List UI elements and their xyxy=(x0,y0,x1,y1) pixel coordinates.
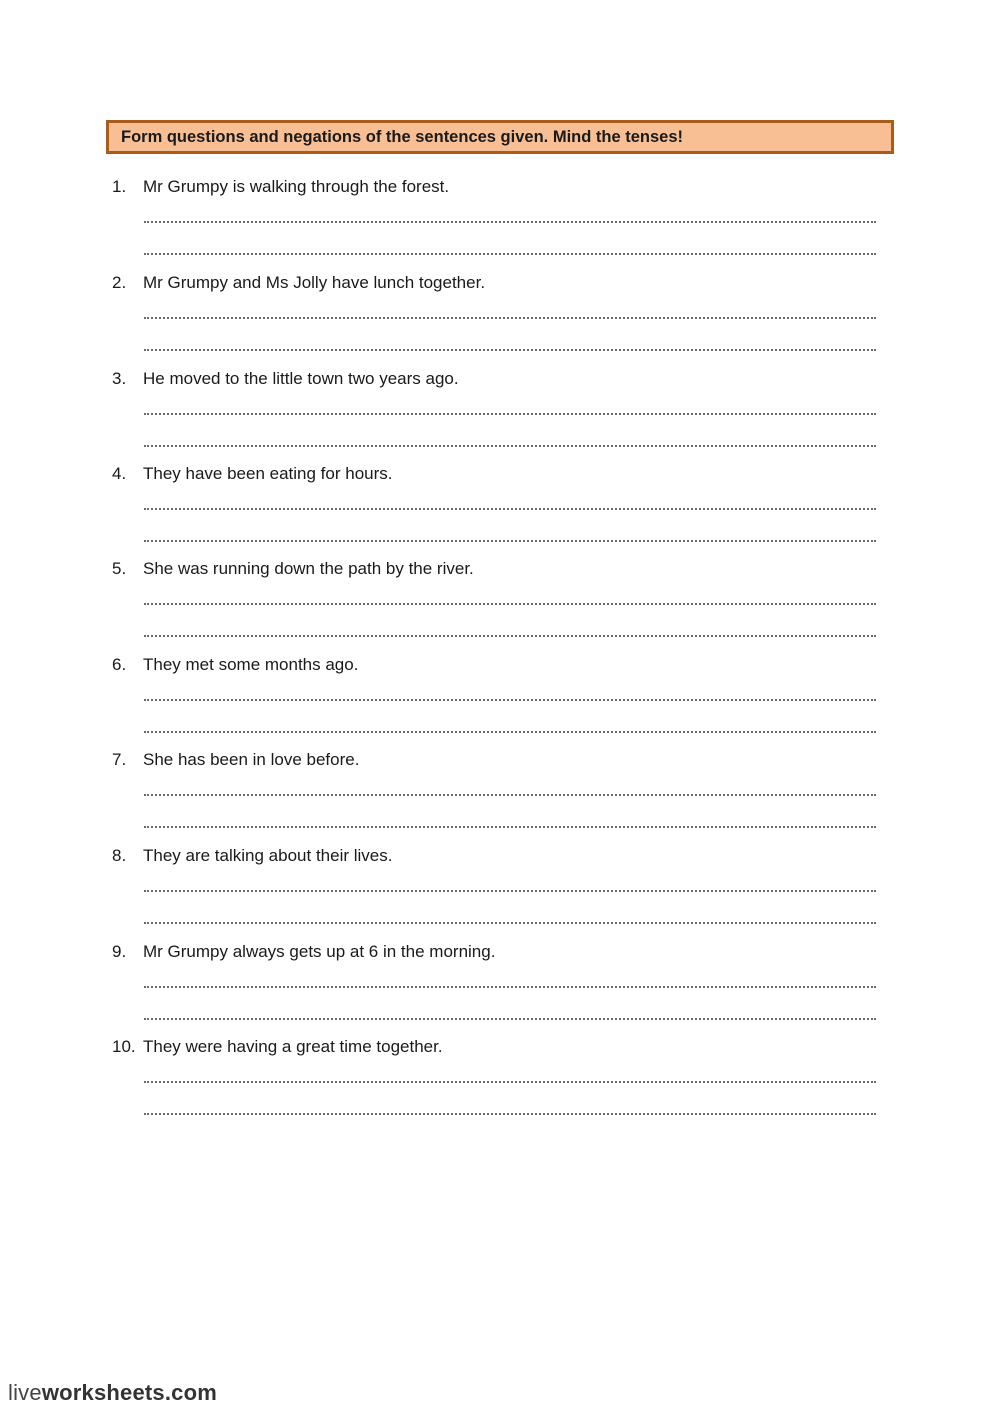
liveworksheets-logo[interactable] xyxy=(8,1380,217,1406)
item-sentence: Mr Grumpy is walking through the forest. xyxy=(143,177,450,196)
negation-answer-line[interactable] xyxy=(144,349,876,351)
item-sentence: Mr Grumpy and Ms Jolly have lunch together. xyxy=(143,273,486,292)
negation-answer-line[interactable] xyxy=(144,540,876,542)
item-sentence: She was running down the path by the river. xyxy=(143,559,474,578)
negation-answer-line[interactable] xyxy=(144,635,876,637)
item-sentence: They are talking about their lives. xyxy=(143,846,393,865)
exercise-item-1 xyxy=(112,177,878,267)
item-number: 1. xyxy=(112,177,127,196)
negation-answer-line[interactable] xyxy=(144,1113,876,1115)
item-number: 8. xyxy=(112,846,127,865)
item-number: 4. xyxy=(112,464,127,483)
question-answer-line[interactable] xyxy=(144,794,876,796)
item-number: 7. xyxy=(112,750,127,769)
question-answer-line[interactable] xyxy=(144,603,876,605)
item-sentence: They met some months ago. xyxy=(143,655,359,674)
exercise-item-5 xyxy=(112,559,878,649)
item-sentence: He moved to the little town two years ago. xyxy=(143,369,459,388)
logo-light-part: live xyxy=(8,1380,42,1405)
item-sentence: They have been eating for hours. xyxy=(143,464,393,483)
item-sentence: She has been in love before. xyxy=(143,750,360,769)
exercise-item-7 xyxy=(112,750,878,840)
question-answer-line[interactable] xyxy=(144,413,876,415)
negation-answer-line[interactable] xyxy=(144,922,876,924)
instruction-text: Form questions and negations of the sentences given. Mind the tenses! xyxy=(121,127,683,146)
negation-answer-line[interactable] xyxy=(144,1018,876,1020)
question-answer-line[interactable] xyxy=(144,986,876,988)
exercise-item-4 xyxy=(112,464,878,554)
question-answer-line[interactable] xyxy=(144,221,876,223)
logo-bold-part: worksheets.com xyxy=(41,1380,218,1405)
negation-answer-line[interactable] xyxy=(144,253,876,255)
negation-answer-line[interactable] xyxy=(144,731,876,733)
exercise-item-3 xyxy=(112,369,878,459)
item-number: 3. xyxy=(112,369,127,388)
item-number: 6. xyxy=(112,655,127,674)
item-number: 2. xyxy=(112,273,127,292)
exercise-item-10 xyxy=(112,1037,878,1127)
exercise-item-6 xyxy=(112,655,878,745)
question-answer-line[interactable] xyxy=(144,699,876,701)
exercise-item-2 xyxy=(112,273,878,363)
item-sentence: Mr Grumpy always gets up at 6 in the morning. xyxy=(143,942,496,961)
item-number: 10. xyxy=(112,1037,136,1056)
item-sentence: They were having a great time together. xyxy=(143,1037,443,1056)
question-answer-line[interactable] xyxy=(144,890,876,892)
exercise-item-9 xyxy=(112,942,878,1032)
item-number: 9. xyxy=(112,942,127,961)
question-answer-line[interactable] xyxy=(144,317,876,319)
question-answer-line[interactable] xyxy=(144,508,876,510)
exercise-item-8 xyxy=(112,846,878,936)
question-answer-line[interactable] xyxy=(144,1081,876,1083)
item-number: 5. xyxy=(112,559,127,578)
negation-answer-line[interactable] xyxy=(144,445,876,447)
negation-answer-line[interactable] xyxy=(144,826,876,828)
